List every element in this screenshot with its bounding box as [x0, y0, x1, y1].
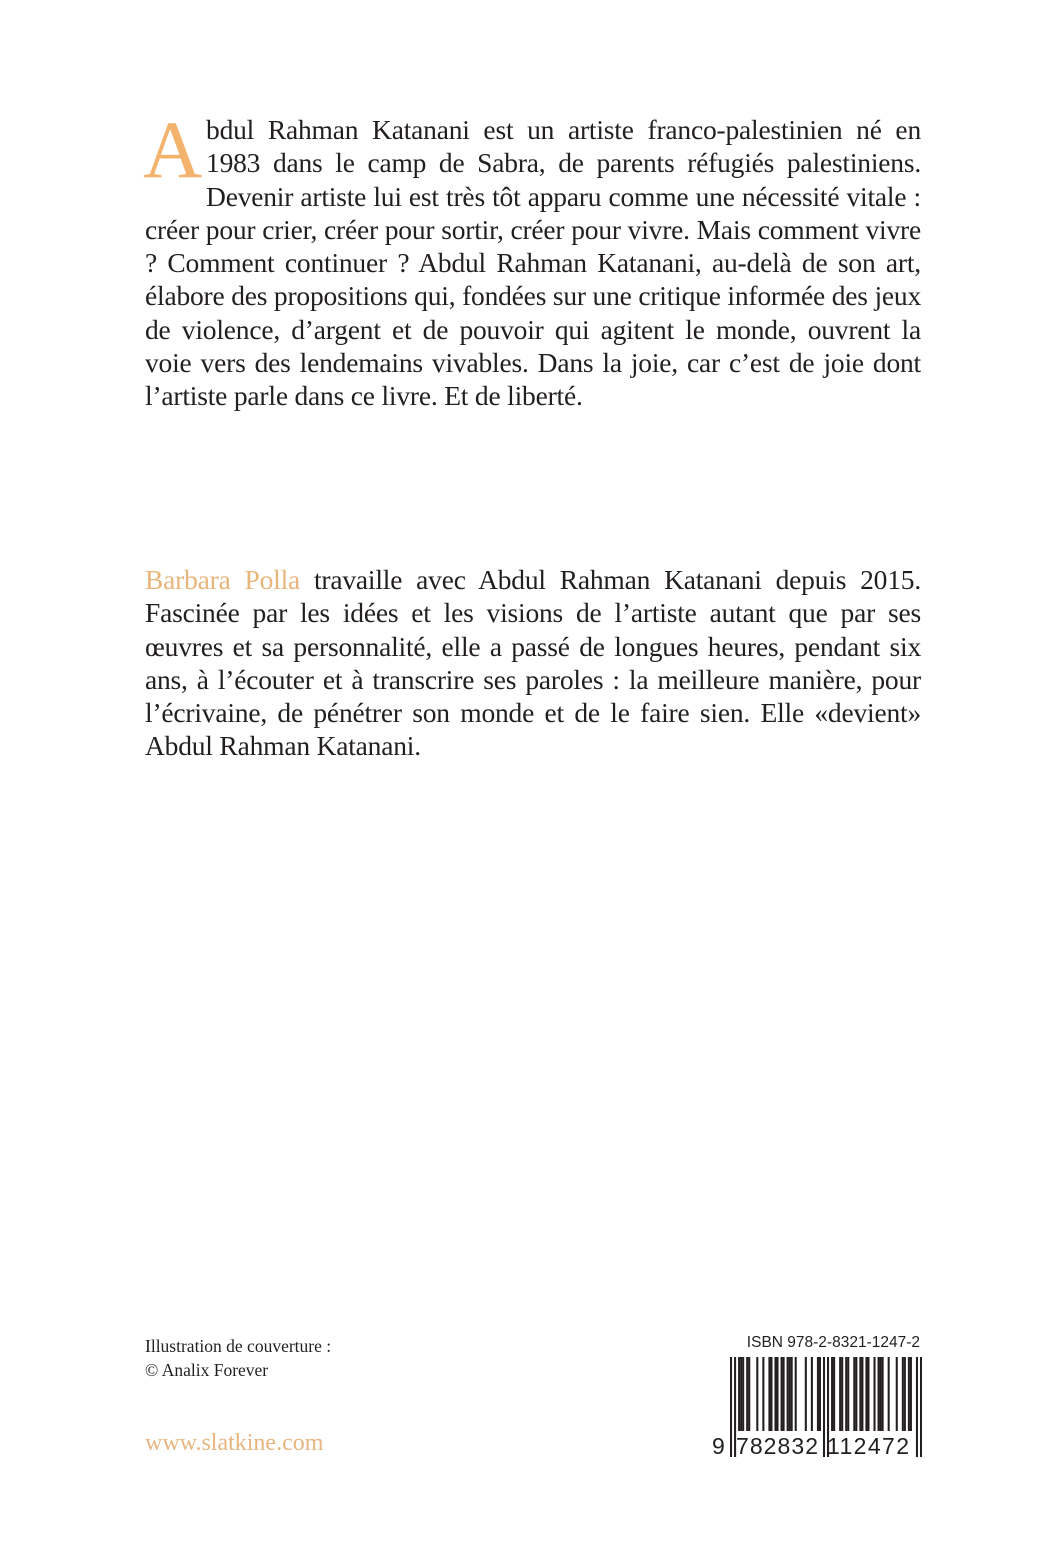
artist-description: [143, 104, 922, 413]
drop-cap: A: [143, 104, 203, 195]
barcode-bar: [904, 1357, 906, 1431]
barcode-bar: [756, 1357, 758, 1431]
cover-credit-owner: © Analix Forever: [145, 1360, 269, 1380]
barcode-bar: [819, 1357, 821, 1431]
author-description: [145, 563, 921, 763]
barcode-bar: [789, 1357, 791, 1431]
barcode-bar: [859, 1357, 861, 1431]
barcode-bar: [823, 1357, 825, 1457]
barcode-first-digit: 9: [712, 1433, 725, 1458]
barcode-bar: [768, 1357, 770, 1431]
barcode-bar: [896, 1357, 898, 1431]
barcode-bar: [833, 1357, 835, 1431]
barcode-bar: [867, 1357, 869, 1431]
barcode-bar: [873, 1357, 875, 1431]
barcode-bar: [781, 1357, 783, 1431]
publisher-website[interactable]: www.slatkine.com: [145, 1430, 324, 1456]
barcode-bar: [742, 1357, 744, 1431]
barcode-bar: [817, 1357, 819, 1431]
barcode-bar: [902, 1357, 904, 1431]
author-name: Barbara Polla: [145, 564, 301, 595]
barcode-bar: [730, 1357, 732, 1457]
barcode-bar: [748, 1357, 750, 1431]
barcode-bar: [882, 1357, 884, 1431]
barcode-bar: [811, 1357, 813, 1431]
barcode-bar: [888, 1357, 890, 1431]
barcode-bar: [776, 1357, 778, 1431]
barcode-bar: [839, 1357, 841, 1431]
barcode-bar: [847, 1357, 849, 1431]
barcode-bar: [920, 1357, 922, 1457]
barcode-bar: [770, 1357, 772, 1431]
barcode-bar: [865, 1357, 867, 1431]
isbn-label: ISBN 978-2-8321-1247-2: [746, 1334, 920, 1351]
barcode-bar: [831, 1357, 833, 1431]
barcode-bar: [783, 1357, 785, 1431]
barcode-bar: [746, 1357, 748, 1431]
barcode-bar: [787, 1357, 789, 1431]
barcode-left-group: 782832: [736, 1433, 818, 1458]
barcode-bar: [740, 1357, 742, 1431]
barcode-bar: [845, 1357, 847, 1431]
barcode-bar: [805, 1357, 807, 1431]
barcode-bar: [910, 1357, 912, 1431]
cover-credit-label: Illustration de couverture :: [145, 1336, 332, 1356]
barcode-bar: [878, 1357, 880, 1431]
barcode-bar: [738, 1357, 740, 1431]
barcode-bar: [908, 1357, 910, 1431]
isbn-barcode: [712, 1355, 922, 1458]
barcode-bar: [855, 1357, 857, 1431]
barcode-bar: [880, 1357, 882, 1431]
barcode-bar: [861, 1357, 863, 1431]
cover-credit: [145, 1334, 331, 1382]
barcode-right-group: 112472: [827, 1433, 909, 1458]
barcode-bar: [841, 1357, 843, 1431]
barcode-bar: [795, 1357, 797, 1431]
barcode-bar: [853, 1357, 855, 1431]
barcode-bar: [774, 1357, 776, 1431]
barcode-bar: [762, 1357, 764, 1431]
author-description-text: travaille avec Abdul Rahman Katanani depuis 2015. Fascinée par les idées et les visions de l’artiste autant que par ses œuvres et sa personnalité, elle a passé de longues heures, pendant six ans, à l’écouter et à transcrire ses paroles : la meilleure manière, pour l’écrivaine, de pénétrer son monde et de le faire sien. Elle «devient» Abdul Rahman Katanani.: [145, 564, 921, 762]
barcode-bar: [916, 1357, 918, 1457]
artist-description-text: bdul Rahman Katanani est un artiste franco-palestinien né en 1983 dans le camp de Sabra, de parents réfugiés palestiniens. Devenir artiste lui est très tôt apparu comme une nécessité vitale : créer pour crier, créer pour sortir, créer pour vivre. Mais comment vivre ? Comment continuer ? Abdul Rahman Katanani, au-delà de son art, élabore des propositions qui, fondées sur une critique informée des jeux de violence, d’argent et de pouvoir qui agitent le monde, ouvrent la voie vers des lendemains vivables. Dans la joie, car c’est de joie dont l’artiste parle dans ce livre. Et de liberté.: [145, 114, 922, 412]
barcode-bar: [791, 1357, 793, 1431]
